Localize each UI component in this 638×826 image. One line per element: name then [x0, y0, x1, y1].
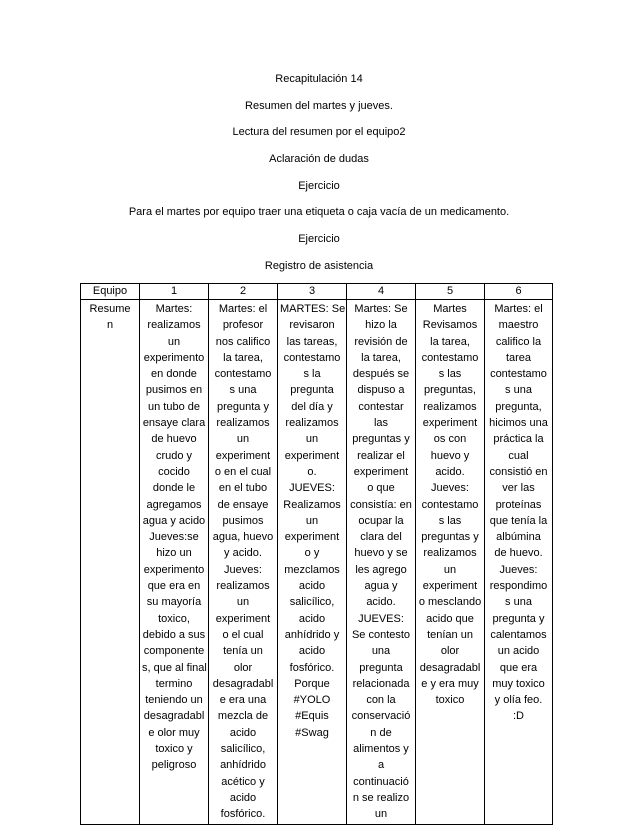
header-cell-team-2: 2	[209, 284, 278, 300]
cell-text-line: Resume	[89, 303, 131, 315]
cell-text-line: realizamos	[147, 319, 201, 332]
cell-text-line: toxico	[435, 694, 465, 707]
cell-text-line: preguntas y	[421, 531, 479, 544]
cell-text-line: experimento	[143, 563, 205, 576]
cell-text-line: su mayoría	[146, 596, 202, 609]
cell-text-line: s la	[303, 368, 321, 381]
cell-text-line: acido.	[435, 465, 465, 478]
cell-text-line: Realizamos	[283, 498, 341, 511]
cell-text-line: Jueves:	[499, 563, 538, 576]
cell-text-line: n se realizo	[352, 791, 410, 804]
cell-text-line: n	[106, 319, 114, 332]
cell-text-line: experiment	[284, 531, 340, 544]
cell-text-line: contestamo	[490, 368, 547, 381]
cell-text-line: ver las	[502, 482, 535, 495]
cell-text-line: os con	[433, 433, 467, 446]
cell-text-line: anhídrido y	[284, 628, 340, 641]
cell-text-line: la tarea,	[223, 351, 263, 364]
cell-text-line: desagradabl	[419, 661, 481, 674]
cell-text-line: acido	[229, 791, 257, 804]
cell-text-line: conservació	[351, 710, 411, 723]
cell-text-line: realizar el	[357, 449, 405, 462]
cell-text-line: realizamos	[216, 580, 270, 593]
reading-line: Lectura del resumen por el equipo2	[232, 126, 406, 139]
cell-text-line: teniendo un	[145, 694, 203, 707]
cell-text-line: fosfórico.	[289, 661, 335, 674]
cell-text-line: termino	[155, 677, 193, 690]
summary-table	[80, 283, 553, 825]
document-header	[0, 72, 638, 286]
cell-text-line: contestamo	[283, 351, 341, 364]
team-3-summary-cell	[278, 300, 347, 825]
cell-text-line: la tarea,	[361, 351, 401, 364]
cell-text-line: Se contesto	[351, 628, 411, 641]
cell-text-line: JUEVES:	[358, 612, 404, 625]
cell-text-line: relacionada	[352, 677, 410, 690]
team-5-summary-cell	[416, 300, 485, 825]
table-header-row	[81, 284, 553, 300]
cell-text-line: experiment	[215, 449, 271, 462]
cell-text-line: revisaron	[289, 319, 335, 332]
cell-text-line: Jueves:	[224, 563, 262, 576]
cell-text-line: consistió en	[489, 465, 548, 478]
cell-text-line: e era una	[219, 694, 267, 707]
cell-text-line: JUEVES:	[289, 482, 335, 495]
recap-title: Recapitulación 14	[275, 73, 363, 85]
cell-text-line: un	[305, 433, 319, 446]
cell-text-line: hicimos una	[489, 417, 548, 430]
cell-text-line: preguntas y	[352, 433, 410, 446]
cell-text-line: :D	[513, 710, 524, 723]
cell-text-line: acético y	[221, 775, 265, 788]
cell-text-line: proteínas	[495, 498, 542, 511]
cell-text-line: s, que al final	[142, 661, 207, 674]
attendance-line: Registro de asistencia	[264, 259, 374, 272]
cell-text-line: dispuso a	[357, 384, 405, 397]
cell-text-line: s una	[505, 596, 532, 609]
cell-text-line: a	[377, 759, 385, 772]
cell-text-line: Porque	[294, 677, 330, 690]
cell-text-line: un tubo de	[148, 400, 200, 413]
cell-text-line: Martes: Se	[354, 303, 408, 315]
cell-text-line: del día y	[291, 400, 333, 413]
cell-text-line: un	[167, 335, 181, 348]
cell-text-line: de huevo.	[494, 547, 543, 560]
cell-text-line: las tareas,	[286, 335, 338, 348]
cell-text-line: acido	[298, 645, 326, 658]
cell-text-line: de ensaye	[217, 498, 269, 511]
cell-text-line: o en el cual	[214, 465, 272, 478]
cell-text-line: califico la	[495, 335, 542, 348]
cell-text-line: #Swag	[295, 726, 329, 739]
cell-text-line: desagradabl	[212, 677, 274, 690]
cell-text-line: salicílico,	[289, 596, 335, 609]
cell-text-line: acido.	[366, 596, 396, 609]
cell-text-line: y olía feo.	[494, 694, 543, 707]
cell-text-line: #Equis	[295, 710, 329, 723]
cell-text-line: o mesclando	[418, 596, 482, 609]
cell-text-line: experiment	[353, 465, 409, 478]
cell-text-line: pregunta y	[217, 400, 269, 413]
cell-text-line: donde le	[152, 482, 196, 495]
cell-text-line: realizamos	[423, 547, 477, 560]
cell-text-line: e olor muy	[148, 726, 200, 739]
cell-text-line: agua y acido	[142, 514, 206, 527]
cell-text-line: s una	[229, 384, 257, 397]
cell-text-line: tarea	[505, 351, 532, 364]
table-row	[81, 300, 553, 825]
cell-text-line: Martes	[433, 303, 467, 315]
cell-text-line: hizo un	[156, 547, 192, 560]
cell-text-line: cocido	[158, 465, 190, 478]
summary-line: Resumen del martes y jueves.	[245, 99, 393, 112]
cell-text-line: de huevo	[151, 433, 197, 446]
cell-text-line: olor	[233, 661, 253, 674]
cell-text-line: acido	[298, 612, 326, 625]
cell-text-line: realizamos	[285, 417, 339, 430]
cell-text-line: contestamo	[421, 351, 479, 364]
cell-text-line: fosfórico.	[220, 808, 266, 821]
cell-text-line: pusimos en	[145, 384, 203, 397]
cell-text-line: debido a sus	[142, 628, 206, 641]
cell-text-line: acido	[298, 580, 326, 593]
cell-text-line: olor	[440, 645, 460, 658]
cell-text-line: Revisamos	[422, 319, 478, 332]
cell-text-line: nos califico	[215, 335, 271, 348]
cell-text-line: revisión de	[354, 335, 408, 348]
cell-text-line: anhídrido	[220, 759, 266, 772]
cell-text-line: pregunta	[359, 661, 403, 674]
cell-text-line: s una	[505, 384, 532, 397]
cell-text-line: Jueves:	[431, 482, 469, 495]
cell-text-line: en el tubo	[218, 482, 268, 495]
exercise-line: Ejercicio	[298, 179, 340, 192]
cell-text-line: realizamos	[216, 417, 270, 430]
header-cell-team-1: 1	[140, 284, 209, 300]
cell-text-line: experiment	[422, 417, 478, 430]
cell-text-line: o el cual	[222, 628, 264, 641]
exercise-line-2: Ejercicio	[298, 233, 340, 246]
cell-text-line: ocupar la	[358, 514, 404, 527]
cell-text-line: Jueves:se	[149, 531, 199, 544]
cell-text-line: pregunta,	[495, 400, 542, 413]
cell-text-line: pusimos	[222, 514, 264, 527]
cell-text-line: pregunta	[290, 384, 334, 397]
cell-text-line: componente	[143, 645, 205, 658]
cell-text-line: agregamos	[146, 498, 202, 511]
cell-text-line: después se	[352, 368, 410, 381]
header-cell-team-3: 3	[278, 284, 347, 300]
cell-text-line: realizamos	[423, 400, 477, 413]
cell-text-line: experiment	[422, 580, 478, 593]
cell-text-line: un	[305, 514, 319, 527]
cell-text-line: agua y	[364, 580, 398, 593]
cell-text-line: y acido.	[224, 547, 262, 560]
homework-line: Para el martes por equipo traer una etiqueta o caja vacía de un medicamento.	[128, 206, 510, 219]
cell-text-line: un	[236, 433, 250, 446]
cell-text-line: acido que	[426, 612, 474, 625]
cell-text-line: huevo y	[430, 449, 470, 462]
cell-text-line: toxico y	[155, 743, 193, 756]
cell-text-line: agua, huevo	[212, 531, 274, 544]
team-6-summary-cell	[485, 300, 553, 825]
cell-text-line: desagradabl	[143, 710, 205, 723]
cell-text-line: o y	[304, 547, 320, 560]
cell-text-line: cual	[508, 449, 529, 462]
cell-text-line: mezclamos	[284, 563, 340, 576]
cell-text-line: la tarea,	[430, 335, 470, 348]
cell-text-line: un	[374, 808, 388, 821]
doubts-line: Aclaración de dudas	[269, 153, 369, 166]
cell-text-line: que tenía la	[489, 514, 548, 527]
cell-text-line: huevo y se	[354, 547, 408, 560]
cell-text-line: alimentos y	[353, 743, 409, 756]
cell-text-line: experiment	[215, 612, 271, 625]
cell-text-line: s las	[438, 514, 462, 527]
cell-text-line: las	[373, 417, 389, 430]
cell-text-line: albúmina	[496, 531, 541, 544]
header-cell-team-5: 5	[416, 284, 485, 300]
cell-text-line: que era en	[147, 580, 201, 593]
cell-text-line: profesor	[222, 319, 264, 332]
cell-text-line: continuació	[353, 775, 409, 788]
cell-text-line: con la	[366, 694, 396, 707]
row-label-cell	[81, 300, 140, 825]
cell-text-line: contestar	[358, 400, 404, 413]
header-cell-equipo: Equipo	[81, 284, 140, 300]
cell-text-line: contestamo	[421, 498, 479, 511]
cell-text-line: experiment	[284, 449, 340, 462]
cell-text-line: e y era muy	[421, 677, 479, 690]
cell-text-line: experimento	[143, 351, 205, 364]
cell-text-line: Martes:	[155, 303, 193, 315]
cell-text-line: acido	[229, 726, 257, 739]
cell-text-line: Martes: el	[218, 303, 268, 315]
header-cell-team-6: 6	[485, 284, 553, 300]
cell-text-line: calentamos	[490, 628, 547, 641]
cell-text-line: una	[371, 645, 391, 658]
cell-text-line: o.	[307, 465, 317, 478]
cell-text-line: peligroso	[151, 759, 197, 772]
cell-text-line: práctica la	[493, 433, 544, 446]
cell-text-line: maestro	[498, 319, 539, 332]
cell-text-line: hizo la	[365, 319, 397, 332]
cell-text-line: crudo y	[155, 449, 193, 462]
cell-text-line: consistía: en	[350, 498, 412, 511]
header-cell-team-4: 4	[347, 284, 416, 300]
cell-text-line: pregunta y	[492, 612, 545, 625]
cell-text-line: en donde	[151, 368, 197, 381]
cell-text-line: n de	[370, 726, 392, 739]
cell-text-line: muy toxico	[492, 677, 545, 690]
cell-text-line: toxico,	[158, 612, 190, 625]
cell-text-line: tenían un	[427, 628, 473, 641]
cell-text-line: salicílico,	[220, 743, 266, 756]
cell-text-line: un	[443, 563, 457, 576]
cell-text-line: Martes: el	[494, 303, 543, 315]
cell-text-line: que era	[499, 661, 538, 674]
team-4-summary-cell	[347, 300, 416, 825]
cell-text-line: mezcla de	[217, 710, 269, 723]
cell-text-line: contestamo	[214, 368, 272, 381]
team-1-summary-cell	[140, 300, 209, 825]
cell-text-line: clara del	[360, 531, 402, 544]
cell-text-line: un acido	[497, 645, 540, 658]
cell-text-line: MARTES: Se	[280, 303, 346, 315]
team-2-summary-cell	[209, 300, 278, 825]
cell-text-line: #YOLO	[293, 694, 331, 707]
cell-text-line: un	[236, 596, 250, 609]
cell-text-line: respondimo	[489, 580, 548, 593]
cell-text-line: s las	[438, 368, 462, 381]
cell-text-line: preguntas,	[424, 384, 476, 397]
cell-text-line: o que	[367, 482, 395, 495]
cell-text-line: les agrego	[355, 563, 407, 576]
cell-text-line: tenía un	[223, 645, 263, 658]
cell-text-line: ensaye clara	[142, 417, 206, 430]
